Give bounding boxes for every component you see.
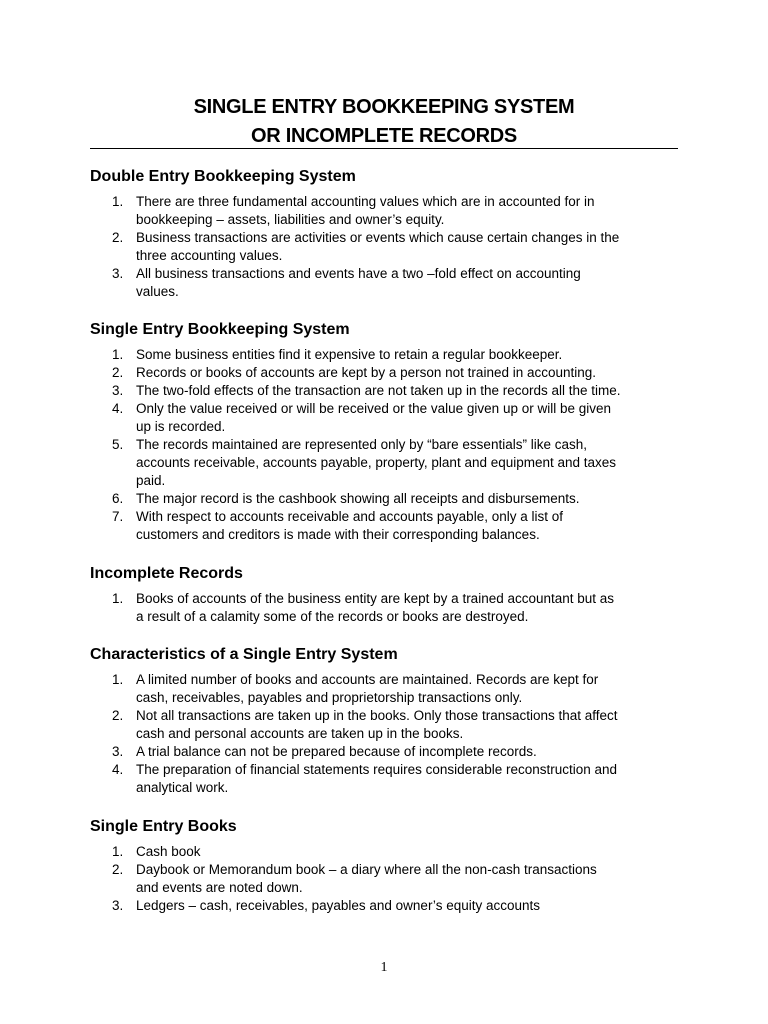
section-heading: Incomplete Records bbox=[90, 565, 243, 582]
list-item bbox=[90, 265, 690, 301]
item-text: There are three fundamental accounting values which are in accounted for in bookkeeping – assets, liabilities and owner’s equity. bbox=[136, 194, 595, 227]
numbered-list bbox=[90, 193, 690, 301]
item-text: Records or books of accounts are kept by a person not trained in accounting. bbox=[136, 365, 597, 380]
list-item bbox=[90, 193, 690, 229]
item-number: 2. bbox=[112, 365, 124, 380]
section-single-entry bbox=[90, 320, 690, 544]
list-item bbox=[90, 743, 690, 761]
item-number: 1. bbox=[112, 591, 124, 606]
list-item bbox=[90, 364, 690, 382]
item-text: Not all transactions are taken up in the books. Only those transactions that affect cash and personal accounts are taken up in the books. bbox=[136, 708, 618, 741]
item-number: 2. bbox=[112, 862, 124, 877]
item-number: 3. bbox=[112, 898, 124, 913]
list-item bbox=[90, 861, 690, 897]
item-text: Cash book bbox=[136, 844, 201, 859]
list-item bbox=[90, 707, 690, 743]
list-item bbox=[90, 400, 690, 436]
item-text: Ledgers – cash, receivables, payables and owner’s equity accounts bbox=[136, 898, 540, 913]
list-item bbox=[90, 761, 690, 797]
list-item bbox=[90, 590, 690, 626]
section-double-entry bbox=[90, 167, 690, 301]
section-characteristics bbox=[90, 645, 690, 797]
section-single-entry-books bbox=[90, 817, 690, 915]
item-number: 4. bbox=[112, 762, 124, 777]
list-item bbox=[90, 346, 690, 364]
numbered-list bbox=[90, 843, 690, 915]
numbered-list bbox=[90, 590, 690, 626]
item-text: A limited number of books and accounts are maintained. Records are kept for cash, receivables, payables and proprietorship transactions only. bbox=[136, 672, 599, 705]
item-text: The preparation of financial statements requires considerable reconstruction and analytical work. bbox=[136, 762, 618, 795]
item-number: 1. bbox=[112, 844, 124, 859]
item-text: With respect to accounts receivable and accounts payable, only a list of customers and creditors is made with their corresponding balances. bbox=[136, 509, 563, 542]
item-number: 1. bbox=[112, 194, 124, 209]
item-text: Only the value received or will be received or the value given up or will be given up is recorded. bbox=[136, 401, 612, 434]
page-number: 1 bbox=[380, 960, 388, 975]
item-number: 2. bbox=[112, 230, 124, 245]
list-item bbox=[90, 671, 690, 707]
item-text: A trial balance can not be prepared because of incomplete records. bbox=[136, 744, 537, 759]
document-title bbox=[90, 93, 678, 151]
item-number: 3. bbox=[112, 266, 124, 281]
item-number: 3. bbox=[112, 744, 124, 759]
numbered-list bbox=[90, 346, 690, 544]
section-heading: Single Entry Bookkeeping System bbox=[90, 321, 350, 338]
numbered-list bbox=[90, 671, 690, 797]
item-text: All business transactions and events have a two –fold effect on accounting values. bbox=[136, 266, 581, 299]
item-number: 5. bbox=[112, 437, 124, 452]
item-number: 4. bbox=[112, 401, 124, 416]
list-item bbox=[90, 490, 690, 508]
item-text: Business transactions are activities or events which cause certain changes in the three accounting values. bbox=[136, 230, 620, 263]
item-number: 6. bbox=[112, 491, 124, 506]
list-item bbox=[90, 382, 690, 400]
list-item bbox=[90, 436, 690, 490]
item-number: 7. bbox=[112, 509, 124, 524]
section-heading: Single Entry Books bbox=[90, 818, 237, 835]
item-text: Some business entities find it expensive to retain a regular bookkeeper. bbox=[136, 347, 563, 362]
item-number: 1. bbox=[112, 672, 124, 687]
item-text: Daybook or Memorandum book – a diary where all the non-cash transactions and events are noted down. bbox=[136, 862, 597, 895]
title-divider bbox=[90, 148, 678, 149]
title-line-1: SINGLE ENTRY BOOKKEEPING SYSTEM bbox=[193, 96, 575, 118]
item-text: The two-fold effects of the transaction are not taken up in the records all the time. bbox=[136, 383, 621, 398]
section-heading: Double Entry Bookkeeping System bbox=[90, 168, 356, 185]
section-heading: Characteristics of a Single Entry System bbox=[90, 646, 398, 663]
section-incomplete-records bbox=[90, 564, 690, 626]
list-item bbox=[90, 508, 690, 544]
item-text: The major record is the cashbook showing all receipts and disbursements. bbox=[136, 491, 580, 506]
list-item bbox=[90, 897, 690, 915]
list-item bbox=[90, 843, 690, 861]
item-number: 2. bbox=[112, 708, 124, 723]
item-number: 3. bbox=[112, 383, 124, 398]
item-text: The records maintained are represented only by “bare essentials” like cash, accounts receivable, accounts payable, property, plant and equipment and taxes paid. bbox=[136, 437, 617, 488]
list-item bbox=[90, 229, 690, 265]
item-number: 1. bbox=[112, 347, 124, 362]
title-line-2: OR INCOMPLETE RECORDS bbox=[251, 125, 517, 147]
item-text: Books of accounts of the business entity are kept by a trained accountant but as a result of a calamity some of the records or books are destroyed. bbox=[136, 591, 615, 624]
